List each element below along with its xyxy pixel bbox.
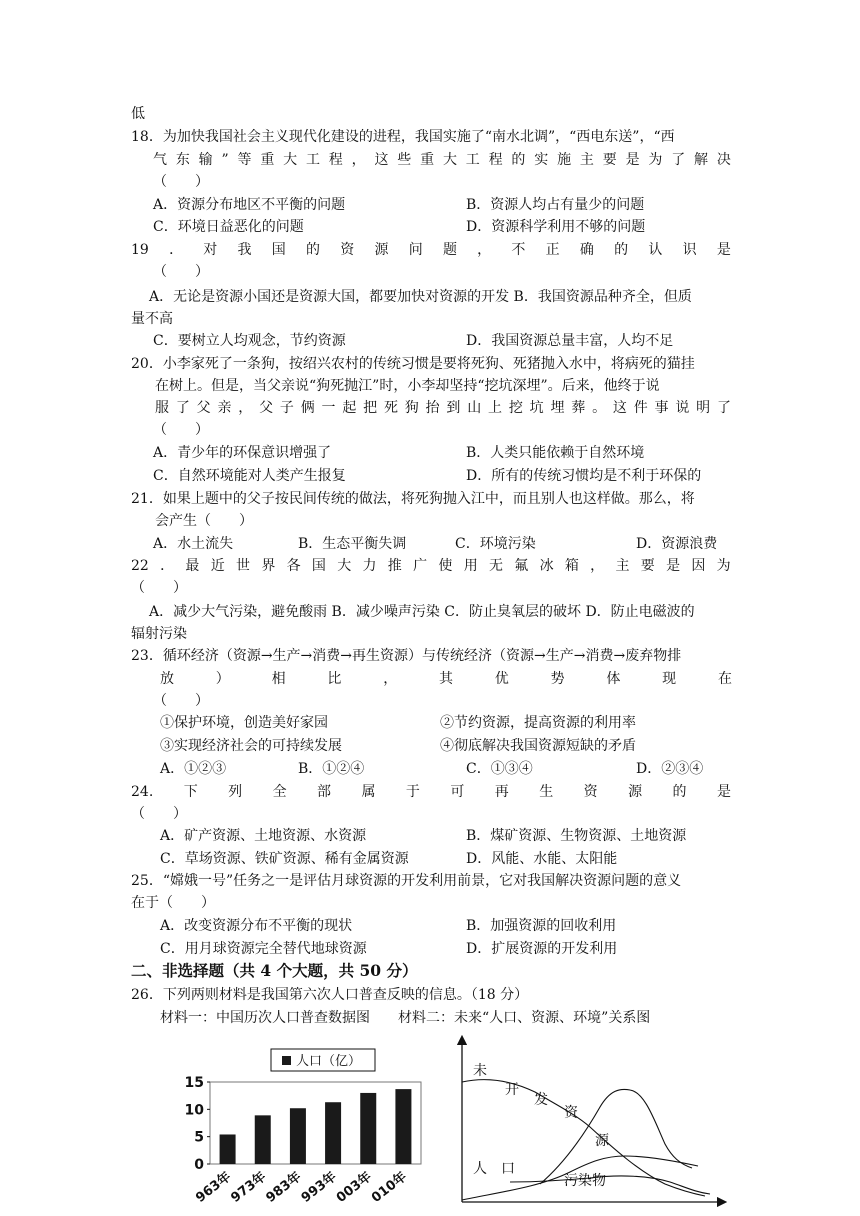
text-segment: 题 [442,242,457,258]
text-segment: 俩 [300,400,315,416]
text-segment: 主 [615,558,630,574]
text-segment: 狗 [404,400,419,416]
y-tick-label: 15 [184,1075,204,1091]
text-segment: 19 [131,242,149,258]
option-d: D．扩展资源的开发利用 [466,941,618,957]
text-segment: ， [477,242,492,258]
text-segment: 部 [317,784,332,800]
text-segment: 挖 [508,400,523,416]
option-a: A．矿产资源、土地资源、水资源 [160,828,367,844]
text-segment: 把 [363,400,378,416]
text-segment: 大 [337,558,352,574]
text-segment: 是 [716,242,731,258]
text-segment: 列 [228,784,243,800]
text-segment: 这 [612,400,627,416]
question-20-line2: 在树上。但是，当父亲说“狗死抛江”时，小李却坚持“挖坑深埋”。后来，他终于说 [155,378,660,394]
question-24 [131,781,731,803]
statement-2: ②节约资源，提高资源的利用率 [440,715,636,731]
diagram-label: 源 [595,1133,609,1149]
text-segment: 不 [511,242,526,258]
text-segment: ． [160,558,175,574]
text-segment: 资 [583,784,598,800]
text-segment: 些 [397,152,412,168]
question-22 [131,555,731,577]
text-segment: ， [383,671,398,687]
options-abcd: A．减少大气污染，避免酸雨 B．减少噪声污染 C．防止臭氧层的破坏 D．防止电磁波的 [149,604,695,620]
text-segment: 工 [305,152,320,168]
text-segment: 最 [185,558,200,574]
text-segment: 力 [362,558,377,574]
text-segment: 主 [579,152,594,168]
answer-paren: （ ） [153,264,209,280]
text-segment: 氟 [514,558,529,574]
text-segment: 体 [606,671,621,687]
option-ab: A．无论是资源小国还是资源大国，都要加快对资源的开发 B．我国资源品种齐全，但质 [149,289,692,305]
text-segment: ， [590,558,605,574]
option-c: C．自然环境能对人类产生报复 [153,468,346,484]
text-segment: 国 [311,558,326,574]
text-segment: 重 [260,152,275,168]
text-segment: 等 [237,152,252,168]
question-18-spread [153,149,731,171]
y-tick-label: 5 [194,1129,204,1146]
x-tick-label: 973年 [228,1169,270,1206]
text-segment: 坑 [529,400,544,416]
option-d: D．我国资源总量丰富，人均不足 [466,333,674,349]
text-segment: 气 [153,152,167,168]
text-segment: 认 [648,242,663,258]
question-23: 23．循环经济（资源→生产→消费→再生资源）与传统经济（资源→生产→消费→废弃物排 [131,648,682,664]
option-c: C．①③④ [466,761,533,777]
text-segment: 资 [340,242,355,258]
text-segment: 是 [716,784,731,800]
text-segment: 服 [155,400,169,416]
option-d: D．资源科学利用不够的问题 [466,219,646,235]
option-c: C．要树立人均观念，节约资源 [153,333,346,349]
text-segment: ， [351,152,366,168]
text-segment: 的 [672,784,687,800]
x-tick-label: 983年 [263,1169,305,1206]
text-segment: 冰 [539,558,554,574]
text-segment: 近 [210,558,225,574]
plot-frame [210,1082,421,1164]
text-segment: 使 [438,558,453,574]
option-b: B．资源人均占有量少的问题 [466,197,645,213]
text-segment: 全 [272,784,287,800]
text-segment: 程 [328,152,343,168]
option-c: C．草场资源、铁矿资源、稀有金属资源 [160,851,409,867]
option-c: C．用月球资源完全替代地球资源 [160,941,367,957]
question-20: 20．小李家死了一条狗，按绍兴农村的传统习惯是要将死狗、死猪抛入水中，将病死的猫挂 [131,356,695,372]
text-segment: 的 [511,152,526,168]
text-segment: 势 [550,671,565,687]
text-segment: 无 [488,558,503,574]
option-d: D．所有的传统习惯均是不利于环保的 [466,468,702,484]
text-segment: 确 [579,242,594,258]
text-segment: 广 [413,558,428,574]
text-segment: 山 [467,400,482,416]
text-segment: 事 [654,400,669,416]
text-segment: 放 [160,671,174,687]
option-b: B．生态平衡失调 [298,536,407,552]
text-segment: 父 [196,400,211,416]
text-segment: 重 [420,152,435,168]
text-segment: 了 [175,400,190,416]
option-a: A．青少年的环保意识增强了 [153,445,332,461]
option-d: D．资源浪费 [636,536,718,552]
text-segment: 界 [261,558,276,574]
x-tick-label: 010年 [369,1169,410,1206]
option-c: C．环境日益恶化的问题 [153,219,304,235]
question-18: 18．为加快我国社会主义现代化建设的进程，我国实施了“南水北调”，“西电东送”，“西 [131,129,675,145]
text-segment: 明 [696,400,711,416]
question-25: 25．“嫦娥一号”任务之一是评估月球资源的开发利用前景，它对我国解决资源问题的意义 [131,873,682,889]
text-segment: 对 [203,242,218,258]
text-segment: 抬 [425,400,440,416]
text-segment: 东 [175,152,190,168]
materials-caption: 材料一：中国历次人口普查数据图 材料二：未来“人口、资源、环境”关系图 [160,1010,651,1026]
diagram-label: 污染物 [564,1173,606,1189]
statement-1: ①保护环境，创造美好家园 [160,715,328,731]
text-segment: 问 [408,242,423,258]
option-a: A．水土流失 [153,536,234,552]
question-20-line3 [155,397,731,419]
text-segment: 各 [286,558,301,574]
bar [290,1108,306,1164]
population-bar-chart [175,1040,435,1216]
text-segment: 24. [131,784,154,800]
diagram-label: 发 [534,1092,548,1108]
text-segment: ， [238,400,253,416]
text-segment: 了 [716,400,731,416]
text-segment: 在 [717,671,732,687]
option-d-cont: 辐射污染 [131,626,187,642]
text-segment: 了 [671,152,686,168]
text-fragment: 低 [131,106,145,122]
text-segment: 说 [675,400,690,416]
question-19 [131,239,731,261]
text-segment: 国 [271,242,286,258]
text-segment: 再 [494,784,509,800]
text-segment: ” [221,152,229,168]
option-b: B．①②④ [298,761,365,777]
text-segment: 属 [361,784,376,800]
text-segment: 死 [383,400,398,416]
bar [325,1102,341,1164]
text-segment: 比 [327,671,342,687]
bar [360,1093,376,1164]
question-23-line2 [160,668,732,690]
text-segment: 现 [662,671,677,687]
text-segment: 为 [716,558,731,574]
text-segment: 埋 [550,400,565,416]
text-segment: 是 [625,152,640,168]
text-segment: 一 [321,400,336,416]
text-segment: 到 [446,400,461,416]
text-segment: 世 [236,558,251,574]
relationship-diagram [440,1032,730,1216]
question-26: 26．下列两则材料是我国第六次人口普查反映的信息。（18 分） [131,987,529,1003]
text-segment: 大 [283,152,298,168]
option-a: A．资源分布地区不平衡的问题 [153,197,346,213]
text-segment: 子 [279,400,294,416]
text-segment: 22 [131,558,149,574]
text-segment: 源 [374,242,389,258]
text-segment: 识 [682,242,697,258]
text-segment: 要 [640,558,655,574]
x-tick-label: 963年 [193,1169,235,1206]
question-21-line2: 会产生（ ） [155,513,253,529]
diagram-label: 未 [473,1063,487,1079]
text-segment: 下 [183,784,198,800]
text-segment: 优 [494,671,509,687]
statement-3: ③实现经济社会的可持续发展 [160,738,342,754]
diagram-label: 开 [505,1082,519,1098]
legend-label: 人口（亿） [296,1054,362,1069]
text-segment: 其 [438,671,453,687]
text-segment: 大 [442,152,457,168]
option-d: D．②③④ [636,761,704,777]
text-segment: 上 [488,400,502,416]
question-25-line2: 在于（ ） [131,895,215,911]
option-d: D．风能、水能、太阳能 [466,851,618,867]
text-segment: 起 [342,400,357,416]
option-c: C．环境污染 [455,536,536,552]
option-a: A．改变资源分布不平衡的现状 [160,918,353,934]
text-segment: 。 [592,400,607,416]
text-segment: 工 [465,152,480,168]
text-segment: 可 [450,784,465,800]
text-segment: 我 [237,242,252,258]
text-segment: 源 [628,784,643,800]
option-b: B．加强资源的回收利用 [466,918,617,934]
text-segment: 件 [633,400,648,416]
answer-paren: （ ） [131,806,187,822]
bar [255,1115,271,1164]
legend-swatch [282,1056,291,1065]
bar [220,1134,236,1164]
diagram-label: 人 口 [473,1161,515,1177]
text-segment: 的 [306,242,320,258]
option-b-cont: 量不高 [131,311,173,327]
text-segment: 这 [374,152,389,168]
text-segment: ） [215,671,230,687]
text-segment: 箱 [564,558,579,574]
diagram-label: 资 [564,1105,578,1121]
text-segment: 的 [614,242,629,258]
text-segment: 施 [557,152,572,168]
text-segment: ． [169,242,184,258]
text-segment: 亲 [217,400,232,416]
text-segment: 决 [716,152,731,168]
x-tick-label: 003年 [333,1169,375,1206]
pollutant-curve [540,1089,692,1184]
text-segment: 为 [648,152,663,168]
lower-curve [510,1176,710,1194]
statement-4: ④彻底解决我国资源短缺的矛盾 [440,738,636,754]
option-b: B．煤矿资源、生物资源、土地资源 [466,828,687,844]
text-segment: 要 [602,152,617,168]
answer-paren: （ ） [131,580,187,596]
text-segment: 相 [271,671,286,687]
answer-paren: （ ） [153,174,209,190]
text-segment: 程 [488,152,503,168]
text-segment: 用 [463,558,478,574]
question-21: 21．如果上题中的父子按民间传统的做法，将死狗抛入江中，而且别人也这样做。那么，将 [131,491,695,507]
section-heading: 二、非选择题（共 4 个大题，共 50 分） [131,961,418,980]
text-segment: 推 [387,558,402,574]
bar [395,1089,411,1164]
text-segment: 正 [545,242,560,258]
answer-paren: （ ） [153,422,209,438]
option-b: B．人类只能依赖于自然环境 [466,445,645,461]
answer-paren: （ ） [153,693,209,709]
text-segment: 因 [691,558,706,574]
option-a: A．①②③ [160,761,227,777]
y-tick-label: 10 [184,1102,204,1119]
x-tick-label: 993年 [298,1169,340,1206]
text-segment: 实 [534,152,549,168]
text-segment: 父 [259,400,274,416]
text-segment: 输 [198,152,213,168]
text-segment: 于 [405,784,420,800]
y-tick-label: 0 [194,1157,204,1173]
text-segment: 解 [694,152,709,168]
text-segment: 是 [666,558,681,574]
text-segment: 生 [539,784,554,800]
text-segment: 葬 [571,400,586,416]
